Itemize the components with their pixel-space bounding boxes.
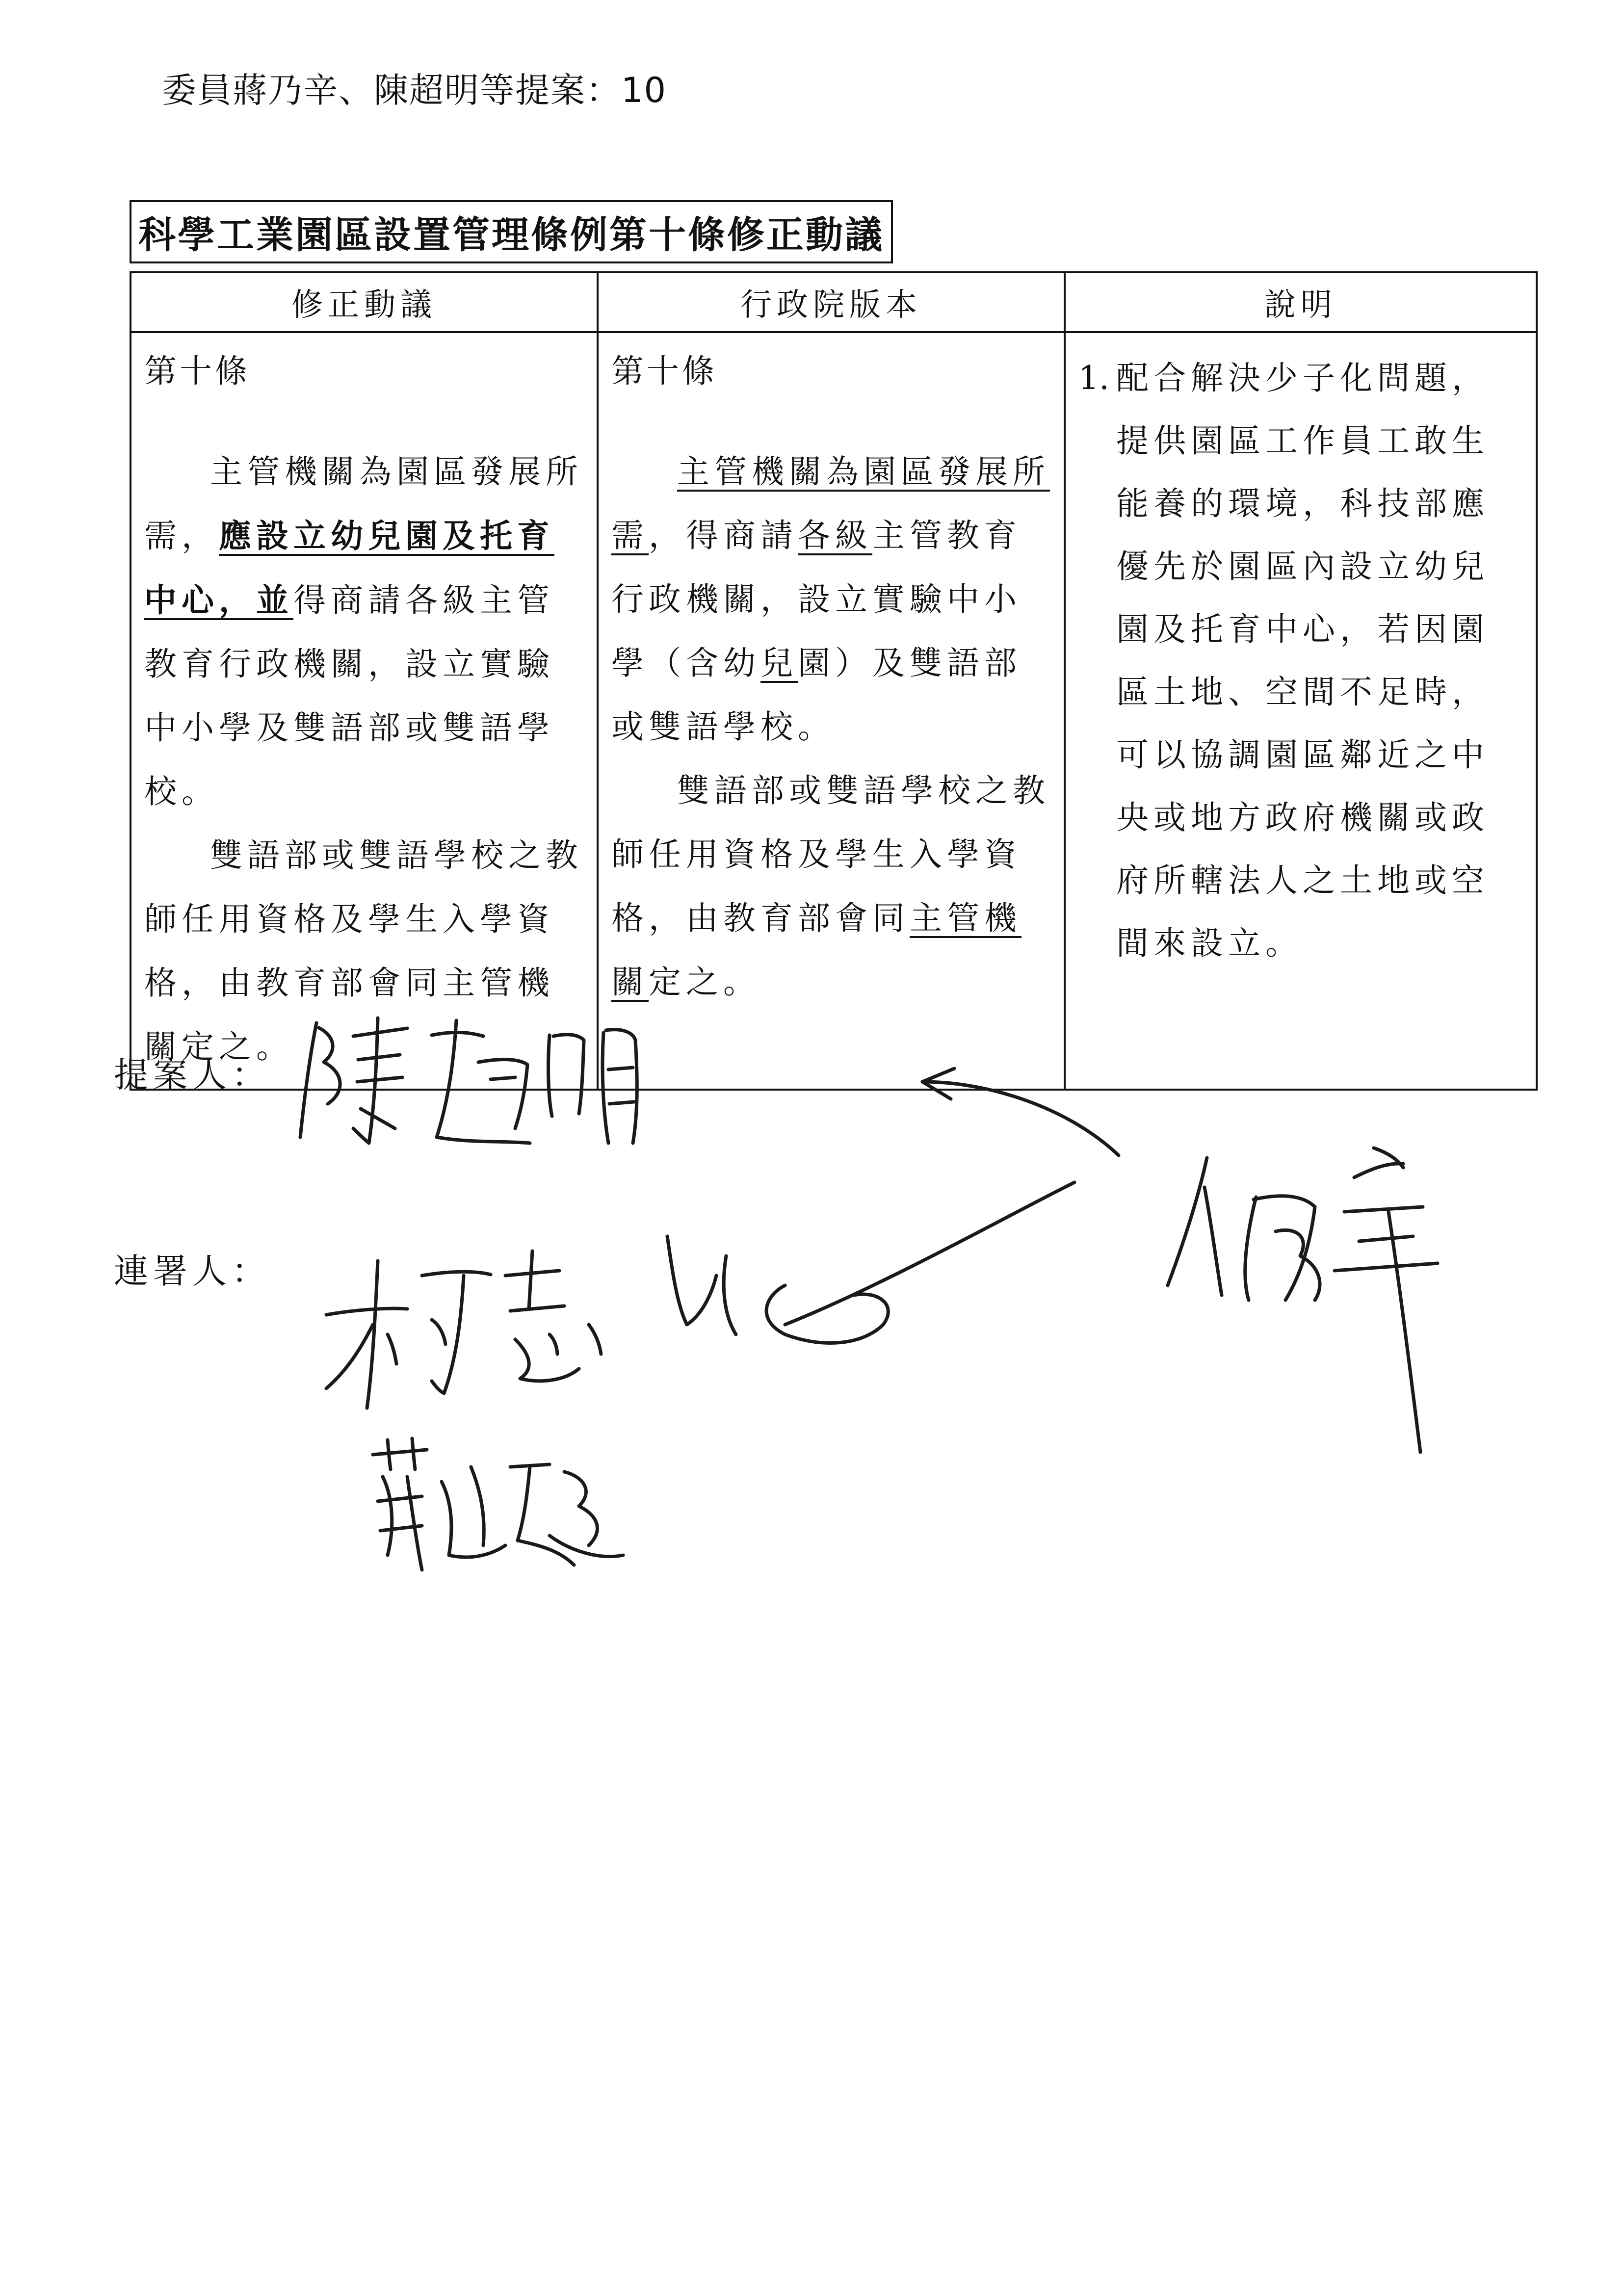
executive-p1-underlined-c: 兒: [760, 644, 798, 682]
column-header-explanation: 說明: [1065, 272, 1537, 332]
executive-p1-text-a: ，得商請: [649, 517, 798, 554]
executive-article-title: 第十條: [611, 352, 717, 390]
cosigner-label: 連署人：: [114, 1251, 271, 1291]
cosigner-signature-2: [1168, 1148, 1438, 1452]
amendment-p1-added-text: 應設立幼兒園及托育中心，並: [144, 517, 554, 619]
explanation-item-text: 配合解決少子化問題，提供園區工作員工敢生能養的環境，科技部應優先於園區內設立幼兒園及托育中心，若因園區土地、空間不足時，可以協調園區鄰近之中央或地方政府機關或政府所轄法人之土地或空間來設立。: [1116, 359, 1489, 962]
executive-p2-text-b: 定之。: [649, 963, 760, 1001]
executive-p1-text-b: 主管教育行政機關，設立實驗中小學（含幼: [611, 517, 1022, 682]
executive-p1-underlined-b: 各級: [798, 517, 872, 554]
executive-p1-text-c: 園）及雙語部或雙語學校。: [611, 644, 1022, 746]
executive-p2-underlined: 主管機關: [611, 899, 1022, 1001]
amendment-p1-text-a: 主管機關為園區發展所需，: [144, 453, 583, 555]
proposer-signature: [300, 1018, 637, 1143]
amendment-p1-text-b: 得商請各級主管教育行政機關，設立實驗中小學及雙語部或雙語學校。: [144, 581, 554, 810]
executive-p1-underlined-a: 主管機關為園區發展所需: [611, 453, 1050, 554]
amendment-paragraph-2: 雙語部或雙語學校之教師任用資格及學生入學資格，由教育部會同主管機關定之。: [144, 836, 583, 1066]
explanation-item-number: 1.: [1078, 359, 1109, 397]
cosigner-signature-1: [326, 1236, 888, 1408]
signature-flourish: [785, 1069, 1119, 1325]
cosigner-signature-3: [373, 1438, 623, 1570]
column-header-amendment: 修正動議: [131, 272, 598, 332]
document-title: 科學工業園區設置管理條例第十條修正動議: [130, 200, 893, 263]
proposal-header: 委員蔣乃辛、陳超明等提案：10: [162, 70, 667, 110]
executive-p2-text-a: 雙語部或雙語學校之教師任用資格及學生入學資格，由教育部會同: [611, 772, 1050, 937]
column-header-executive-version: 行政院版本: [598, 272, 1065, 332]
amendment-article-title: 第十條: [144, 352, 250, 390]
proposer-label: 提案人：: [114, 1055, 271, 1095]
